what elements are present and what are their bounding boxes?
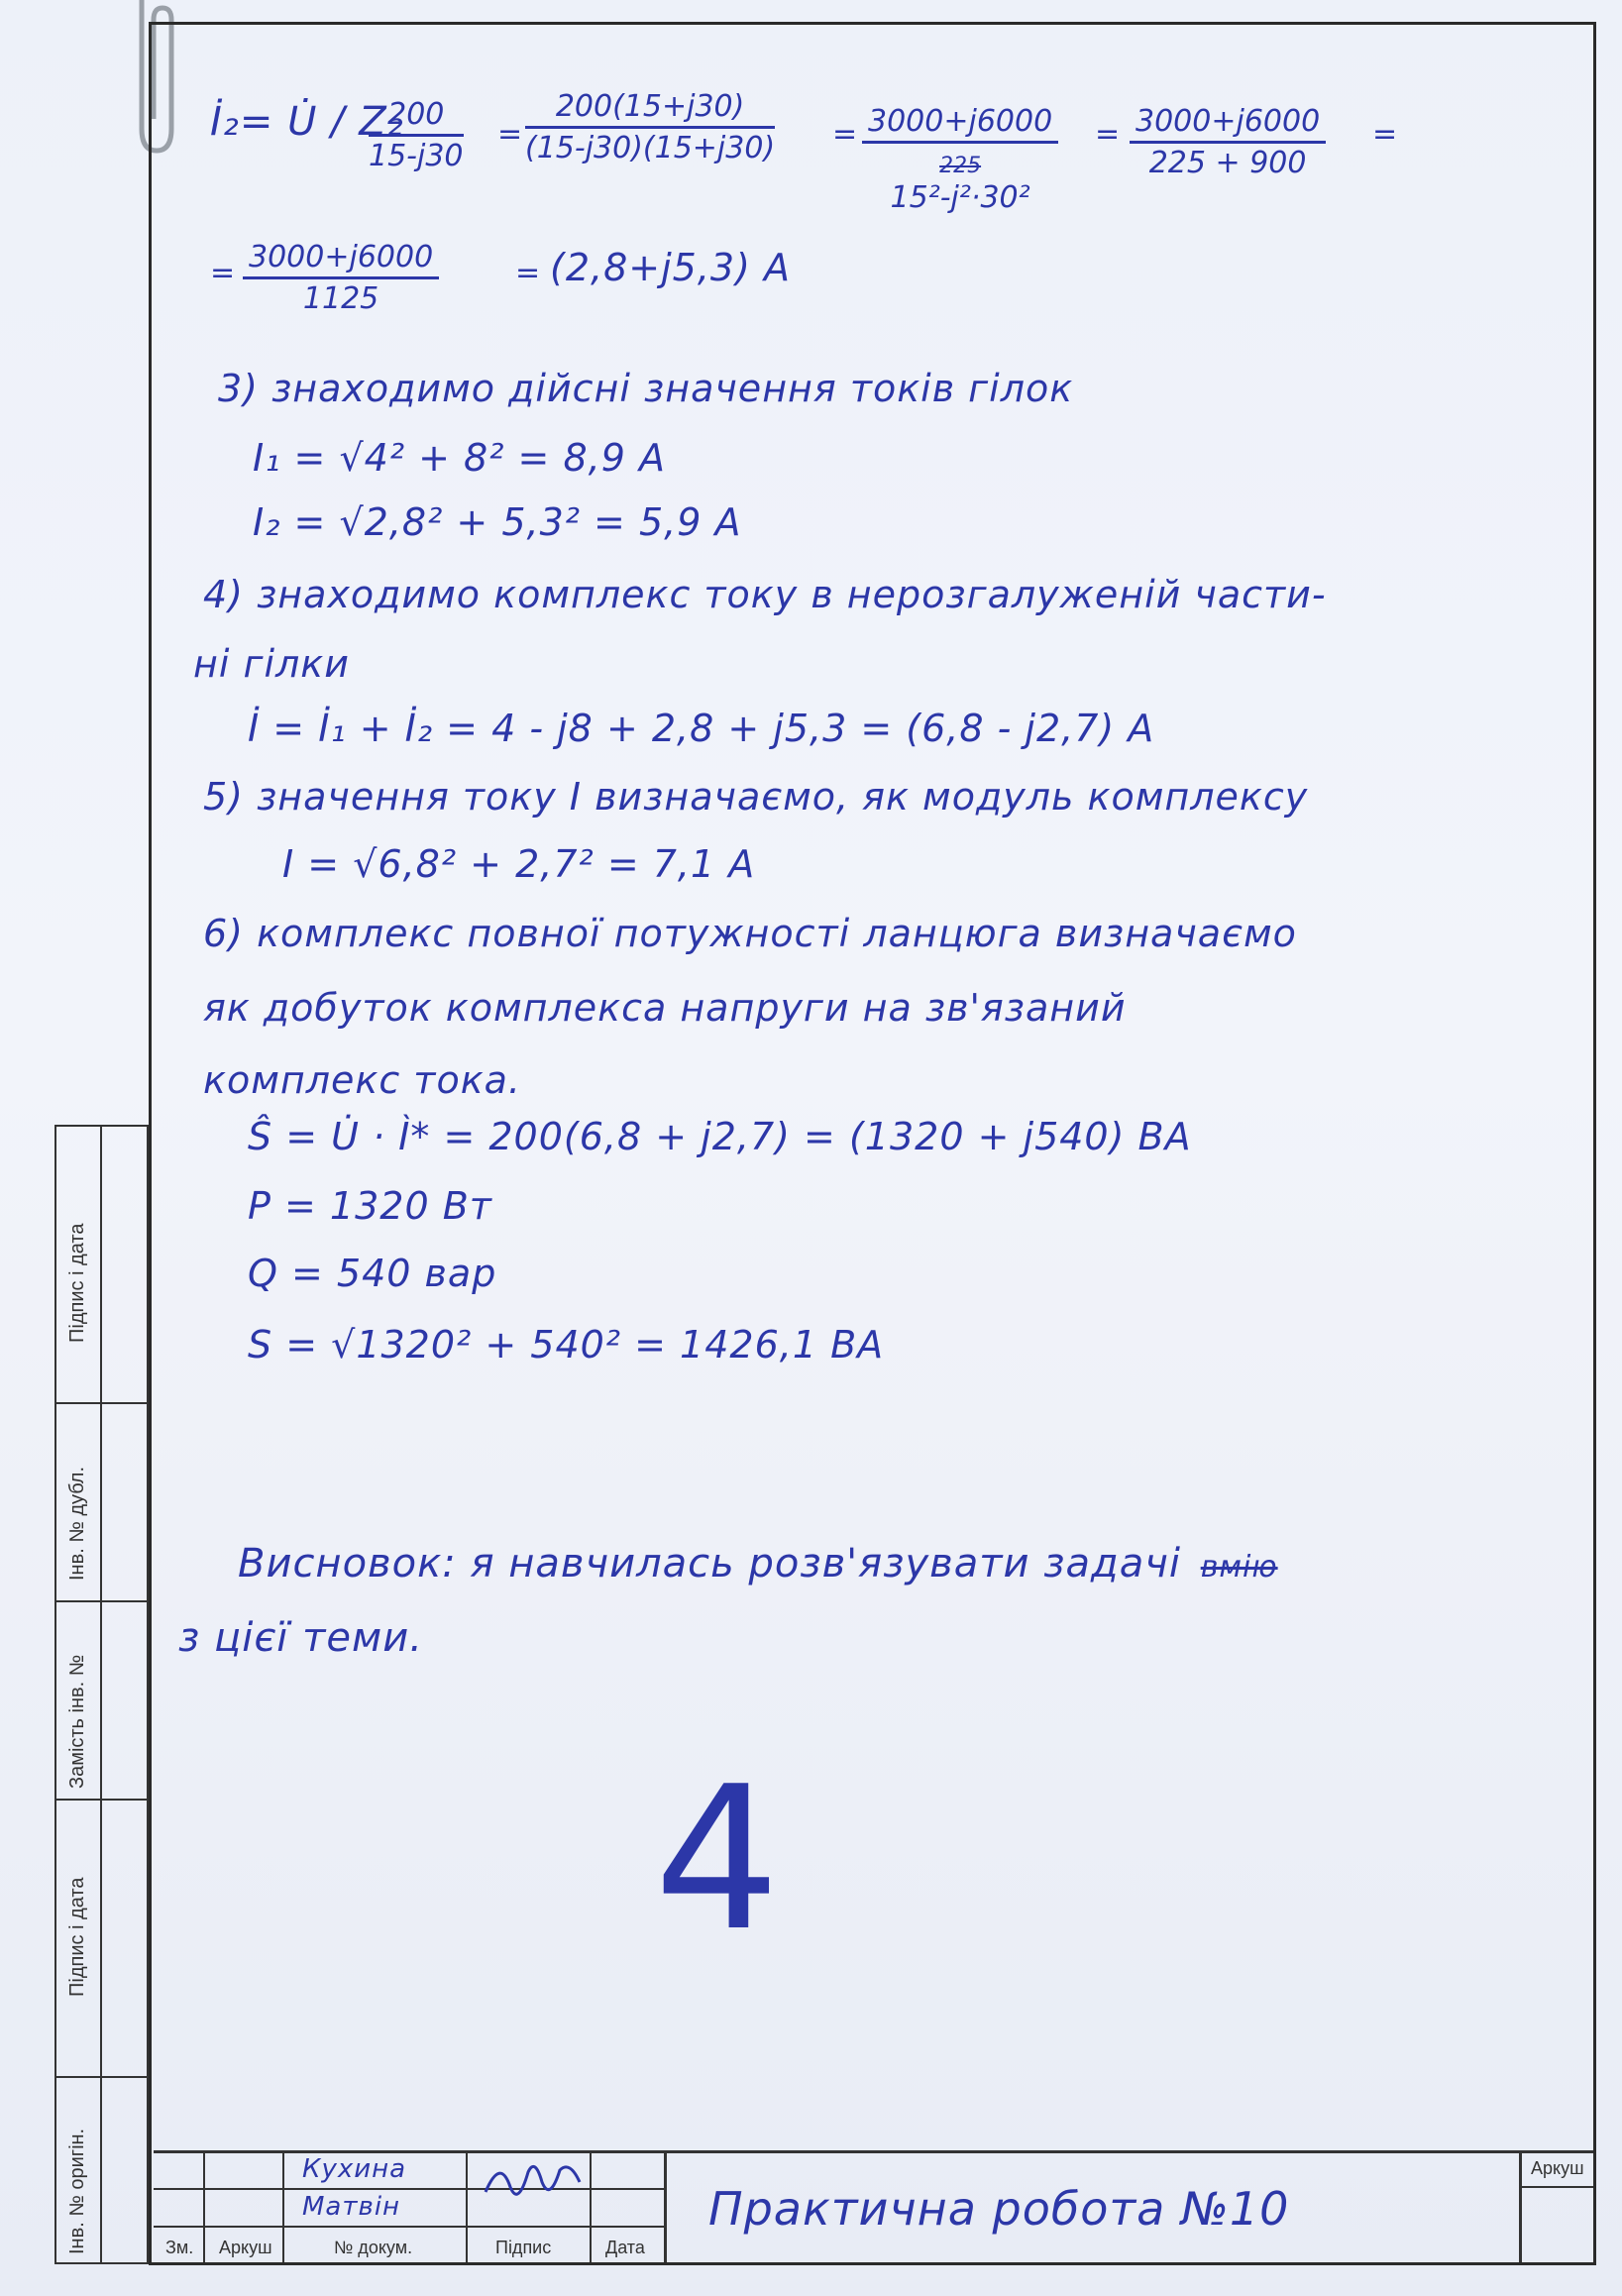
margin-strip <box>54 1125 149 2264</box>
title-block <box>154 2150 1593 2262</box>
tb-label-sheet: Аркуш <box>1531 2158 1584 2178</box>
step5-equation: I = √6,8² + 2,7² = 7,1 A <box>282 842 756 886</box>
signature-scribble <box>481 2152 590 2222</box>
step6-apparent-power: S = √1320² + 540² = 1426,1 BA <box>248 1323 885 1367</box>
struck-value: 225 <box>939 154 982 178</box>
equals-sign: = <box>832 117 859 152</box>
margin-label: Підпис і дата <box>66 1877 88 1997</box>
equals-sign: = <box>515 256 542 290</box>
tb-label-arkush: Аркуш <box>219 2238 272 2257</box>
equals-sign: = <box>1095 117 1122 152</box>
tb-name-1: Кухина <box>302 2154 407 2184</box>
margin-label: Замість інв. № <box>66 1654 88 1789</box>
conclusion-line1: Висновок: я навчилась розв'язувати задачі вмію <box>238 1541 1278 1586</box>
step6-line3: комплекс тока. <box>203 1058 522 1102</box>
step4-title-2: ні гілки <box>193 642 350 686</box>
step4-title-1: 4) знаходимо комплекс току в нерозгалуженій части- <box>203 573 1327 616</box>
tb-label-signature: Підпис <box>495 2238 552 2257</box>
tb-name-2: Матвін <box>302 2192 401 2222</box>
fraction-4: $\frac{3000+j6000}{225 + 900}$ <box>1130 104 1326 180</box>
step3-i1: I₁ = √4² + 8² = 8,9 A <box>253 436 666 480</box>
equals-sign: = <box>210 256 237 290</box>
margin-label: Інв. № дубл. <box>66 1466 88 1581</box>
tb-work-title: Практична робота №10 <box>708 2182 1290 2236</box>
step6-reactive-power: Q = 540 вар <box>248 1252 497 1295</box>
fraction-1: $\frac{200}{15-j30}$ <box>369 97 464 173</box>
fraction-2: $\frac{200(15+j30)}{(15-j30)(15+j30)}$ <box>525 89 776 165</box>
step6-active-power: P = 1320 Вт <box>248 1184 492 1228</box>
conclusion-line2: з цієї теми. <box>178 1615 423 1661</box>
step3-title: 3) знаходимо дійсні значення токів гілок <box>218 367 1074 410</box>
fraction-3: 3000+j6000 225 15²-j²·30² <box>862 104 1058 215</box>
margin-label: Підпис і дата <box>66 1223 88 1343</box>
step5-title: 5) значення току I визначаємо, як модуль комплексу <box>203 775 1309 819</box>
margin-label: Інв. № оригін. <box>66 2128 88 2254</box>
equals-sign: = <box>497 117 524 152</box>
eq-line2-result: (2,8+j5,3) A <box>550 246 791 289</box>
grade-mark: 4 <box>654 1744 781 1975</box>
step4-equation: İ = İ₁ + İ₂ = 4 - j8 + 2,8 + j5,3 = (6,8 - j2,7) A <box>248 707 1155 750</box>
fraction-5: $\frac{3000+j6000}{1125}$ <box>243 240 439 316</box>
step6-line2: як добуток комплекса напруги на зв'язаний <box>203 986 1127 1030</box>
step6-complex-power: Ŝ = U̇ · Ì* = 200(6,8 + j2,7) = (1320 + j540) BA <box>248 1115 1192 1158</box>
tb-label-zm: Зм. <box>165 2238 194 2257</box>
equals-sign: = <box>1372 117 1399 152</box>
step6-line1: 6) комплекс повної потужності ланцюга визначаємо <box>203 912 1297 955</box>
tb-label-date: Дата <box>605 2238 645 2257</box>
step3-i2: I₂ = √2,8² + 5,3² = 5,9 A <box>253 500 742 544</box>
eq-line1-lhs: İ₂= U̇ / Z₂ <box>210 99 404 145</box>
tb-label-doc-no: № докум. <box>334 2238 413 2257</box>
struck-word: вмію <box>1200 1550 1278 1585</box>
